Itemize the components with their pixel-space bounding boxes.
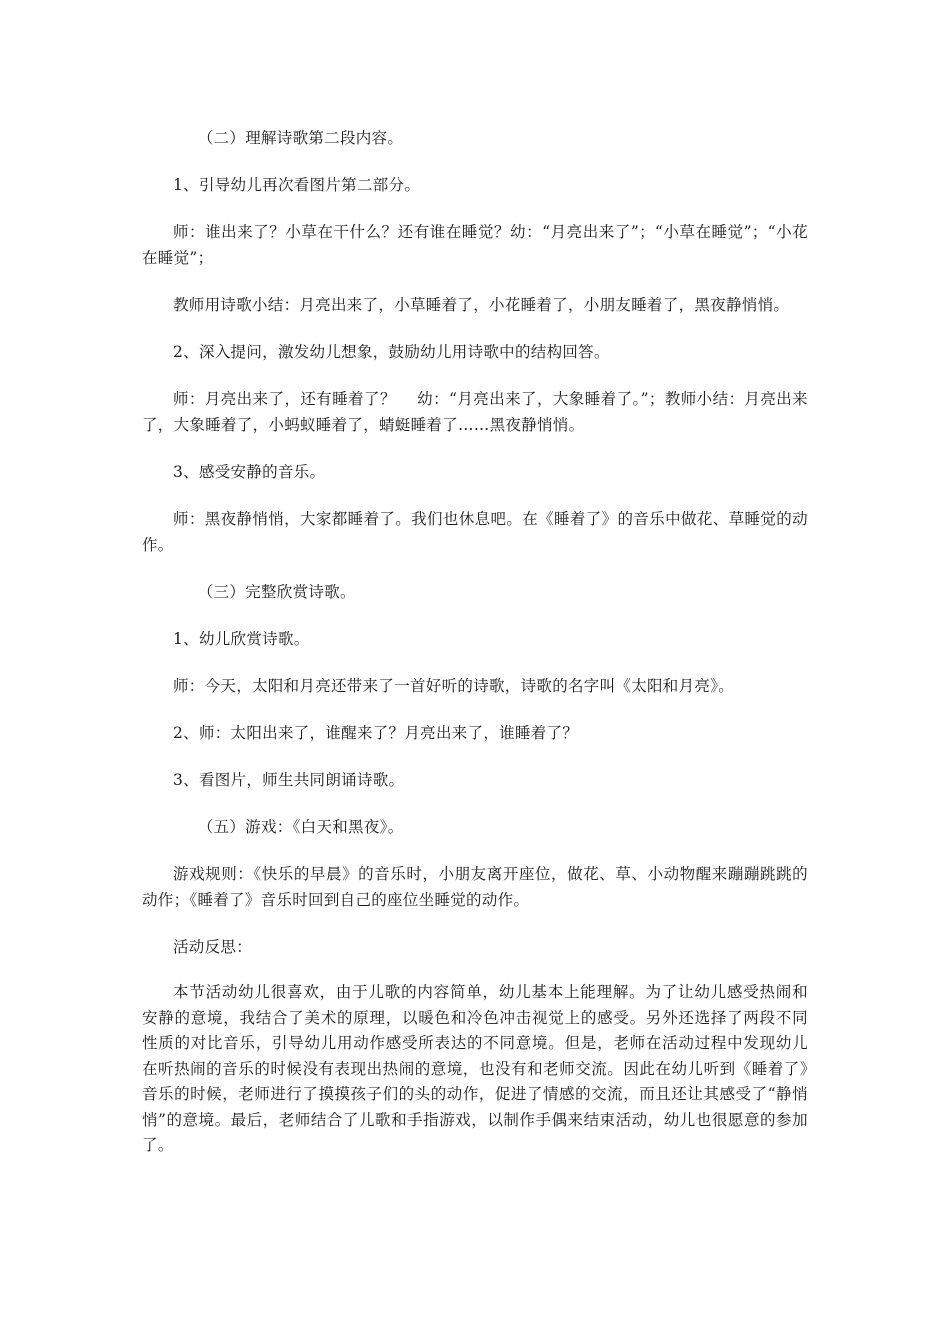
reflection-body: 本节活动幼儿很喜欢，由于儿歌的内容简单，幼儿基本上能理解。为了让幼儿感受热闹和安静的意境，我结合了美术的原理，以暖色和冷色冲击视觉上的感受。另外还选择了两段不同性质的对比音乐，引导幼儿用动作感受所表达的不同意境。但是，老师在活动过程中发现幼儿在听热闹的音乐的时候没有表现出热闹的意境，也没有和老师交流。因此在幼儿听到《睡着了》音乐的时候，老师进行了摸摸孩子们的头的动作，促进了情感的交流，而且还让其感受了“静悄悄”的意境。最后，老师结合了儿歌和手指游戏，以制作手偶来结束活动，幼儿也很愿意的参加了。: [142, 983, 808, 1154]
section3-heading: （三）完整欣赏诗歌。: [197, 583, 356, 601]
section3-dialog1: 师：今天，太阳和月亮还带来了一首好听的诗歌，诗歌的名字叫《太阳和月亮》。: [173, 677, 735, 695]
section3-item3: 3、看图片，师生共同朗诵诗歌。: [173, 771, 405, 789]
game-rules: 游戏规则：《快乐的早晨》的音乐时，小朋友离开座位，做花、草、小动物醒来蹦蹦跳跳的动作；《睡着了》音乐时回到自己的座位坐睡觉的动作。: [142, 865, 808, 909]
section5-heading: （五）游戏：《白天和黑夜》。: [197, 818, 404, 836]
section2-item2: 2、深入提问，激发幼儿想象，鼓励幼儿用诗歌中的结构回答。: [173, 343, 610, 361]
section2-heading: （二）理解诗歌第二段内容。: [197, 129, 404, 147]
document-page: [142, 125, 808, 1174]
section2-item3: 3、感受安静的音乐。: [173, 463, 326, 481]
section2-dialog1: 师：谁出来了？小草在干什么？还有谁在睡觉？幼：“月亮出来了”；“小草在睡觉”；“小花在睡觉”；: [142, 223, 808, 267]
section2-dialog2: 师：月亮出来了，还有睡着了？ 幼：“月亮出来了，大象睡着了。”；教师小结：月亮出来了，大象睡着了，小蚂蚁睡着了，蜻蜓睡着了……黑夜静悄悄。: [142, 390, 808, 434]
section2-item1: 1、引导幼儿再次看图片第二部分。: [173, 176, 421, 194]
section2-dialog3: 师：黑夜静悄悄，大家都睡着了。我们也休息吧。在《睡着了》的音乐中做花、草睡觉的动作。: [142, 510, 808, 554]
reflection-heading: 活动反思：: [173, 938, 253, 956]
section3-item2: 2、师：太阳出来了，谁醒来了？月亮出来了，谁睡着了？: [173, 724, 579, 742]
section3-item1: 1、幼儿欣赏诗歌。: [173, 630, 310, 648]
section2-summary1: 教师用诗歌小结：月亮出来了，小草睡着了，小花睡着了，小朋友睡着了，黑夜静悄悄。: [173, 296, 790, 314]
